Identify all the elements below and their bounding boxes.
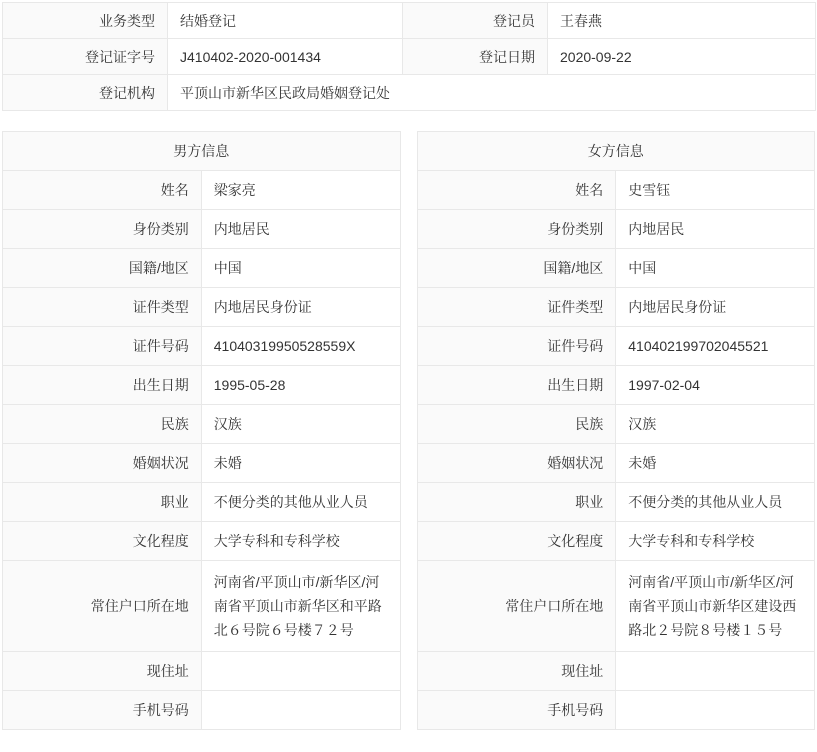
label-male-occupation: 职业 [3,483,202,522]
field-value-registrar: 王春燕 [548,3,816,39]
table-row [3,522,401,561]
table-row [417,327,815,366]
field-label-registration-date: 登记日期 [403,39,548,75]
label-male-ethnicity: 民族 [3,405,202,444]
field-label-registrar: 登记员 [403,3,548,39]
label-male-name: 姓名 [3,171,202,210]
label-female-education: 文化程度 [417,522,616,561]
value-female-nationality: 中国 [616,249,815,288]
label-male-marital-status: 婚姻状况 [3,444,202,483]
table-row [417,366,815,405]
table-row [417,132,815,171]
table-row [417,444,815,483]
value-female-identity-category: 内地居民 [616,210,815,249]
label-male-phone: 手机号码 [3,691,202,730]
table-row [417,249,815,288]
value-female-household-address: 河南省/平顶山市/新华区/河南省平顶山市新华区建设西路北２号院８号楼１５号 [616,561,815,652]
value-male-nationality: 中国 [201,249,400,288]
label-male-nationality: 国籍/地区 [3,249,202,288]
value-female-current-address [616,652,815,691]
value-female-birth-date: 1997-02-04 [616,366,815,405]
table-row [417,483,815,522]
label-female-birth-date: 出生日期 [417,366,616,405]
label-female-id-number: 证件号码 [417,327,616,366]
label-male-birth-date: 出生日期 [3,366,202,405]
field-label-certificate-number: 登记证字号 [3,39,168,75]
value-male-occupation: 不便分类的其他从业人员 [201,483,400,522]
table-row [417,288,815,327]
table-row [3,39,816,75]
table-row [3,171,401,210]
field-value-certificate-number: J410402-2020-001434 [168,39,403,75]
marriage-registration-record [0,2,817,730]
registration-summary-table [2,2,816,111]
table-row [3,691,401,730]
value-male-id-number: 41040319950528559X [201,327,400,366]
value-male-marital-status: 未婚 [201,444,400,483]
label-male-identity-category: 身份类别 [3,210,202,249]
table-row [417,522,815,561]
table-row [417,210,815,249]
value-female-name: 史雪钰 [616,171,815,210]
value-female-id-type: 内地居民身份证 [616,288,815,327]
male-info-table [2,131,401,730]
female-party-panel [417,131,816,730]
value-female-phone [616,691,815,730]
label-female-id-type: 证件类型 [417,288,616,327]
table-row [417,171,815,210]
label-male-household-address: 常住户口所在地 [3,561,202,652]
label-male-id-type: 证件类型 [3,288,202,327]
label-female-marital-status: 婚姻状况 [417,444,616,483]
value-male-ethnicity: 汉族 [201,405,400,444]
table-row [417,561,815,652]
field-value-registration-office: 平顶山市新华区民政局婚姻登记处 [168,75,816,111]
label-female-nationality: 国籍/地区 [417,249,616,288]
label-female-identity-category: 身份类别 [417,210,616,249]
table-row [3,210,401,249]
table-row [3,652,401,691]
label-female-name: 姓名 [417,171,616,210]
value-male-phone [201,691,400,730]
female-panel-title: 女方信息 [417,132,815,171]
value-male-household-address: 河南省/平顶山市/新华区/河南省平顶山市新华区和平路北６号院６号楼７２号 [201,561,400,652]
table-row [3,444,401,483]
table-row [3,327,401,366]
label-female-current-address: 现住址 [417,652,616,691]
label-male-id-number: 证件号码 [3,327,202,366]
label-female-household-address: 常住户口所在地 [417,561,616,652]
value-female-education: 大学专科和专科学校 [616,522,815,561]
value-male-birth-date: 1995-05-28 [201,366,400,405]
label-male-education: 文化程度 [3,522,202,561]
value-female-occupation: 不便分类的其他从业人员 [616,483,815,522]
value-female-ethnicity: 汉族 [616,405,815,444]
field-value-business-type: 结婚登记 [168,3,403,39]
value-male-name: 梁家亮 [201,171,400,210]
table-row [3,288,401,327]
table-row [3,75,816,111]
table-row [3,249,401,288]
male-panel-title: 男方信息 [3,132,401,171]
table-row [3,366,401,405]
table-row [3,561,401,652]
table-row [3,483,401,522]
value-female-marital-status: 未婚 [616,444,815,483]
label-male-current-address: 现住址 [3,652,202,691]
party-panels [2,131,815,730]
value-male-current-address [201,652,400,691]
value-male-education: 大学专科和专科学校 [201,522,400,561]
label-female-ethnicity: 民族 [417,405,616,444]
label-female-occupation: 职业 [417,483,616,522]
table-row [3,132,401,171]
table-row [417,652,815,691]
table-row [3,405,401,444]
table-row [417,405,815,444]
table-row [417,691,815,730]
value-male-id-type: 内地居民身份证 [201,288,400,327]
field-value-registration-date: 2020-09-22 [548,39,816,75]
field-label-registration-office: 登记机构 [3,75,168,111]
table-row [3,3,816,39]
label-female-phone: 手机号码 [417,691,616,730]
field-label-business-type: 业务类型 [3,3,168,39]
value-male-identity-category: 内地居民 [201,210,400,249]
value-female-id-number: 410402199702045521 [616,327,815,366]
male-party-panel [2,131,401,730]
female-info-table [417,131,816,730]
